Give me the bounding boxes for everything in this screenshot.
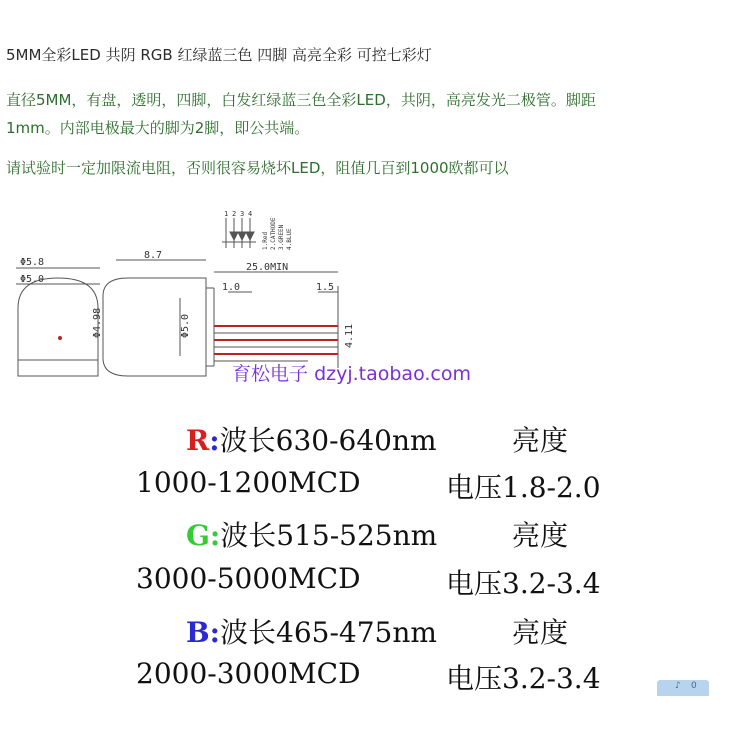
spec-green-letter: G [186, 519, 210, 552]
description-line-2: 1mm。内部电极最大的脚为2脚，即公共端。 [6, 119, 310, 137]
spec-green-brightness: 3000-5000MCD [136, 562, 361, 595]
pin-legend-2: 2.CATHODE [270, 217, 277, 250]
spec-red-voltage: 电压1.8-2.0 [446, 471, 601, 504]
spec-green-voltage: 电压3.2-3.4 [446, 567, 601, 600]
spec-red-letter: R [186, 424, 210, 457]
shop-name: 育松电子 [232, 363, 309, 385]
spec-blue-wavelength: 波长465-475nm [220, 616, 437, 649]
pin-legend-3: 3.GREEN [278, 224, 285, 250]
spec-blue-sep: : [209, 616, 221, 649]
led-body-side-view [103, 260, 214, 376]
spec-green-wavelength-line [186, 514, 437, 554]
spec-red-brightness-label: 亮度 [512, 424, 569, 457]
spec-blue-brightness: 2000-3000MCD [136, 657, 361, 690]
dim-flange: 1.0 [222, 282, 241, 293]
pin-number-2: 2 [232, 210, 237, 218]
shop-url: dzyj.taobao.com [314, 363, 471, 385]
pin-number-3: 3 [240, 210, 245, 218]
pin-number-1: 1 [224, 210, 229, 218]
spec-green-brightness-label: 亮度 [512, 519, 569, 552]
description-line-1: 直径5MM，有盘，透明，四脚，白发红绿蓝三色全彩LED，共阴，高亮发光二极管。脚距 [6, 91, 596, 109]
spec-red-wavelength: 波长630-640nm [219, 424, 437, 457]
dim-inner: Φ5.0 [20, 274, 45, 285]
tray-zero-label: 0 [691, 681, 697, 691]
pin-schematic [222, 218, 256, 248]
spec-red-wavelength-line [186, 419, 437, 459]
spec-green-sep: : [209, 519, 221, 552]
spec-blue-voltage: 电压3.2-3.4 [446, 662, 601, 695]
spec-blue-wavelength-line [186, 611, 437, 651]
spec-blue-brightness-label: 亮度 [512, 616, 569, 649]
spec-blue-letter: B [186, 616, 210, 649]
page-title: 5MM全彩LED 共阴 RGB 红绿蓝三色 四脚 高亮全彩 可控七彩灯 [6, 46, 432, 64]
shop-watermark [232, 359, 471, 386]
pin-number-4: 4 [248, 210, 253, 218]
dim-lens: Φ5.0 [180, 313, 191, 338]
spec-green-wavelength: 波长515-525nm [220, 519, 438, 552]
dim-height: Φ4.98 [92, 307, 103, 338]
spec-red-brightness: 1000-1200MCD [136, 466, 361, 499]
dim-pitch: 1.5 [316, 282, 335, 293]
tray-note-icon: ♪ [675, 681, 681, 691]
dim-body-length: 8.7 [144, 250, 163, 261]
dim-span: 4.11 [344, 323, 355, 348]
warning-text: 请试验时一定加限流电阻，否则很容易烧坏LED，阻值几百到1000欧都可以 [6, 159, 509, 177]
pin-legend-4: 4.BLUE [286, 228, 293, 250]
spec-red-sep: : [209, 424, 220, 457]
dim-lead-length: 25.0MIN [246, 262, 289, 273]
pin-legend-1: 1.Red [262, 231, 269, 250]
tray-widget[interactable] [657, 680, 709, 696]
dim-outer: Φ5.8 [20, 257, 45, 268]
